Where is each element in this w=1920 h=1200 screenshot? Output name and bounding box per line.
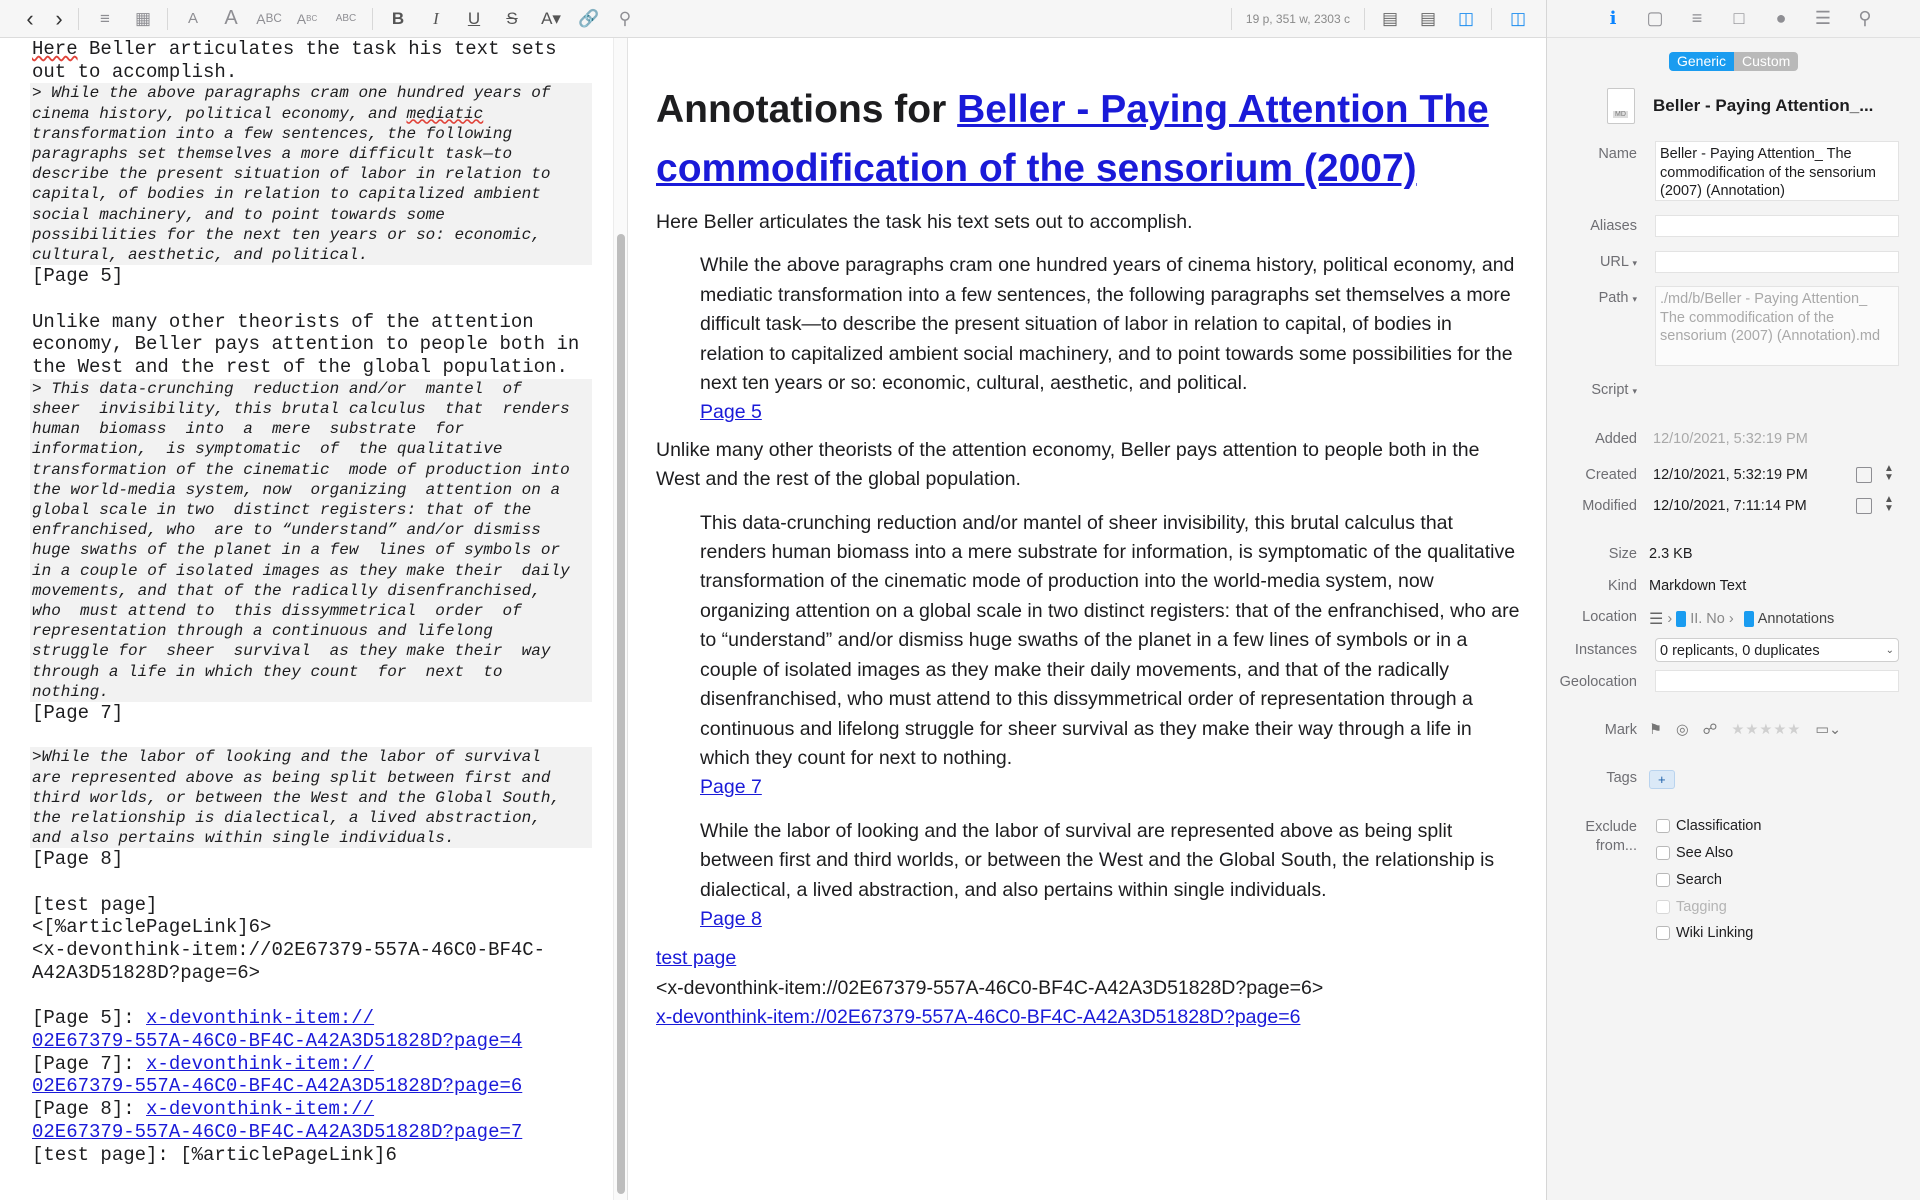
view-split-icon[interactable]: ◫: [1457, 8, 1475, 28]
small-caps-icon[interactable]: A BC: [256, 10, 282, 27]
reference-label: [Page 7]:: [32, 1052, 147, 1075]
script-label[interactable]: [1547, 382, 1647, 398]
annotation-icon[interactable]: ▢: [1646, 8, 1664, 28]
quote-text: transformation into a few sentences, the following paragraphs set themselves a more difficult task—to describe the present situation of labor in relation to capital, of bodies in relation to capitalized ambient social machinery, and to point towards some possibilities for the next ten years or so: economic, cultural, aesthetic, and political.: [32, 124, 551, 265]
reference-label: [Page 8]:: [32, 1098, 147, 1121]
editor-line: <[%articlePageLink]6>: [32, 916, 272, 939]
reference-definition: [test page]: [%articlePageLink]6: [32, 1143, 397, 1166]
spelling-error: Here: [32, 38, 78, 60]
name-label: Name: [1598, 146, 1637, 162]
location-group[interactable]: Annotations: [1757, 611, 1835, 627]
database-icon[interactable]: ☰: [1649, 611, 1664, 628]
search-icon[interactable]: ⚲: [1858, 8, 1872, 28]
document-icon[interactable]: □: [1733, 8, 1745, 28]
exclude-label: [1547, 818, 1647, 856]
calendar-icon[interactable]: [1856, 467, 1872, 483]
item-url-link[interactable]: x-devonthink-item://02E67379-557A-46C0-BF4C-A42A3D51828D?page=6: [656, 1006, 1301, 1029]
checkbox-label: Classification: [1676, 818, 1762, 834]
preview-blockquote: [700, 509, 1520, 803]
chevron-right-icon: ›: [1728, 611, 1734, 627]
path-field[interactable]: ./md/b/Beller - Paying Attention_ The commodification of the sensorium (2007) (Annotation).md: [1655, 286, 1899, 366]
date-stepper[interactable]: ▲ ▼: [1884, 494, 1894, 514]
url-field[interactable]: [1655, 251, 1899, 273]
added-row: [1547, 431, 1920, 447]
quote-text: While the labor of looking and the labor of survival are represented above as being split between first and third worlds, or between the West and the Global South, the relationship is dialectical, a lived abstraction, and also pertains within single individuals.: [700, 819, 1495, 901]
page-link[interactable]: Page 5: [700, 401, 762, 424]
custom-tab[interactable]: Custom: [1734, 52, 1798, 71]
checkbox-label: Search: [1676, 872, 1722, 888]
added-value: 12/10/2021, 5:32:19 PM: [1653, 431, 1808, 447]
reference-link[interactable]: x-devonthink-item://: [146, 1007, 375, 1030]
exclude-classification-checkbox[interactable]: [1656, 818, 1761, 834]
unlink-icon[interactable]: ⚲: [618, 8, 632, 28]
instances-value: 0 replicants, 0 duplicates: [1660, 643, 1820, 659]
editor-scrollbar[interactable]: [613, 38, 627, 1200]
reference-definition: [32, 1098, 593, 1121]
preview-paragraph: Unlike many other theorists of the attention economy, Beller pays attention to people both in the West and the rest of the global population.: [656, 438, 1480, 491]
editor-blockquote: [30, 83, 592, 265]
reference-label: [Page 5]:: [32, 1007, 147, 1030]
url-label-text: URL: [1599, 254, 1629, 270]
page-link[interactable]: Page 7: [700, 776, 762, 799]
underline-button[interactable]: U: [467, 8, 481, 28]
chevron-down-icon: ▾: [1632, 294, 1637, 304]
tags-row: [1547, 770, 1920, 789]
toolbar-divider: [372, 8, 373, 30]
page-link[interactable]: Page 8: [700, 907, 762, 930]
superscript-icon[interactable]: A BC: [296, 10, 318, 27]
editor-line: out to accomplish.: [32, 60, 238, 83]
preview-paragraph: [656, 944, 1526, 1032]
editor-blockquote: >While the labor of looking and the labor of survival are represented above as being split between first and third worlds, or between the West and the Global South, the relationship is dialectical, a lived abstraction, and also pertains within single individuals.: [30, 747, 592, 848]
concordance-icon[interactable]: ●: [1775, 8, 1787, 28]
size-row: [1547, 546, 1920, 562]
modified-value[interactable]: 12/10/2021, 7:11:14 PM: [1653, 498, 1807, 514]
location-row: [1547, 609, 1920, 629]
editor-line: [test page]: [32, 893, 158, 916]
markdown-preview: [646, 38, 1546, 1200]
toc-icon[interactable]: ≡: [1691, 8, 1703, 28]
quote-text: This data-crunching reduction and/or mantel of sheer invisibility, this brutal calculus that renders human biomass into a mere substrate for information, is symptomatic of the qualitative transformation of the cinematic mode of production into the world-media system, now organizing attention on a global scale in two distinct registers: that of the enfranchised, who are to “understand” and/or dismiss huge swaths of the planet in a few lines of symbols or in a couple of isolated images as they make their daily movements, and that of the radically disenfranchised, who must attend to this dissymmetrical order of representation through a continuous and lifelong struggle for sheer survival as they make their way through a life in which they count for next to nothing.: [700, 511, 1520, 769]
checkbox-label: Wiki Linking: [1676, 925, 1754, 941]
table-icon[interactable]: ▦: [134, 8, 152, 28]
created-value[interactable]: 12/10/2021, 5:32:19 PM: [1653, 467, 1808, 483]
size-label: Size: [1608, 546, 1637, 562]
spelling-error: mediatic: [406, 104, 484, 123]
exclude-label-text-2: from...: [1595, 838, 1637, 854]
generic-tab[interactable]: Generic: [1669, 52, 1734, 71]
font-smaller-icon[interactable]: A: [187, 10, 198, 27]
link-icon[interactable]: 🔗: [578, 8, 600, 28]
toolbar-divider: [167, 8, 168, 30]
uppercase-icon[interactable]: ABC: [335, 13, 357, 24]
chevron-right-icon: ›: [1667, 611, 1673, 627]
chevron-down-icon: ⌄: [1885, 645, 1894, 656]
script-label-text: Script: [1591, 382, 1629, 398]
rating-stars[interactable]: ★★★★★: [1731, 722, 1802, 738]
calendar-icon[interactable]: [1856, 498, 1872, 514]
reference-link[interactable]: 02E67379-557A-46C0-BF4C-A42A3D51828D?page=6: [32, 1075, 523, 1098]
editor-line: <x-devonthink-item://02E67379-557A-46C0-BF4C-: [32, 939, 546, 962]
exclude-see-also-checkbox[interactable]: [1656, 845, 1733, 861]
editor-blockquote: > This data-crunching reduction and/or mantel of sheer invisibility, this brutal calculus that renders human biomass into a mere substrate for information, is symptomatic of the qualitative transformation of the cinematic mode of production into the world-media system, now organizing attention on a global scale in two distinct registers: that of the enfranchised, who are to “understand” and/or dismiss huge swaths of the planet in a few lines of symbols or in a couple of isolated images as they make their daily movements, and that of the radically disenfranchised, who must attend to this dissymmetrical order of representation through a continuous and lifelong struggle for sheer survival as they make their way through a life in which they count for next to nothing.: [30, 379, 592, 702]
exclude-tagging-checkbox: [1656, 899, 1727, 915]
forward-button[interactable]: ›: [55, 5, 63, 31]
kind-value: Markdown Text: [1649, 578, 1747, 594]
add-tag-button[interactable]: +: [1649, 770, 1675, 789]
info-tab[interactable]: i: [1609, 8, 1617, 29]
page-reference: [Page 5]: [32, 265, 124, 288]
kind-row: [1547, 578, 1920, 594]
preview-paragraph: Here Beller articulates the task his text sets out to accomplish.: [656, 211, 1193, 233]
added-label: Added: [1595, 431, 1637, 447]
view-preview-icon[interactable]: ▤: [1419, 8, 1437, 28]
reference-link[interactable]: x-devonthink-item://: [146, 1098, 375, 1121]
label-color-select[interactable]: ▭⌄: [1815, 722, 1842, 738]
title-link[interactable]: Beller - Paying Attention The commodification of the sensorium (2007): [656, 88, 1489, 190]
reference-definition: [32, 1121, 593, 1144]
exclude-wiki-linking-checkbox[interactable]: [1656, 925, 1753, 941]
url-label[interactable]: [1547, 254, 1647, 270]
preview-blockquote: [700, 817, 1520, 935]
path-label[interactable]: [1547, 290, 1647, 306]
toolbar: [0, 0, 1546, 38]
document-stats: 19 p, 351 w, 2303 c: [1245, 11, 1350, 26]
preview-blockquote: [700, 251, 1520, 427]
italic-button[interactable]: I: [433, 8, 439, 28]
quote-text: While the above paragraphs cram one hundred years of cinema history, political economy, and mediatic transformation into a few sentences, the following paragraphs set themselves a more difficult task—to describe the present situation of labor in relation to capital, of bodies in relation to capitalized ambient social machinery, and to point towards some possibilities for the next ten years or so: economic, cultural, aesthetic, and political.: [700, 254, 1515, 395]
markdown-editor[interactable]: [0, 38, 628, 1200]
geolocation-label: Geolocation: [1559, 674, 1637, 690]
unread-icon[interactable]: ◎: [1676, 722, 1689, 738]
toolbar-divider: [1491, 8, 1492, 30]
aliases-label: Aliases: [1590, 218, 1637, 234]
test-page-link[interactable]: test page: [656, 947, 737, 970]
quote-text: > While the above paragraphs cram one hundred years of cinema history, political economy, and: [32, 84, 551, 123]
page-title: [656, 80, 1536, 198]
inspector-panel: [1546, 0, 1920, 1200]
lock-icon[interactable]: ☍: [1702, 722, 1718, 738]
aliases-field[interactable]: [1655, 215, 1899, 237]
instances-select[interactable]: [1655, 638, 1899, 662]
list-icon[interactable]: ≡: [100, 8, 110, 28]
page-reference: [Page 7]: [32, 701, 124, 724]
reference-definition: [32, 1053, 593, 1076]
exclude-search-checkbox[interactable]: [1656, 872, 1722, 888]
date-stepper[interactable]: ▲ ▼: [1884, 463, 1894, 483]
instances-label: Instances: [1574, 642, 1637, 658]
tags-label: Tags: [1606, 770, 1637, 786]
back-button[interactable]: ‹: [26, 5, 34, 31]
exclude-label-text: Exclude: [1585, 819, 1637, 835]
title-prefix: Annotations for: [656, 88, 958, 131]
kind-label: Kind: [1607, 578, 1637, 594]
page-reference: [Page 8]: [32, 848, 124, 871]
item-url-text: <x-devonthink-item://02E67379-557A-46C0-BF4C-A42A3D51828D?page=6>: [656, 976, 1324, 999]
toolbar-divider: [1364, 8, 1365, 30]
reference-link[interactable]: 02E67379-557A-46C0-BF4C-A42A3D51828D?page=7: [32, 1120, 523, 1143]
inspector-tabs: [1547, 0, 1920, 38]
font-larger-icon[interactable]: A: [224, 7, 238, 29]
mark-row: [1547, 722, 1920, 738]
path-label-text: Path: [1598, 290, 1629, 306]
properties-icon[interactable]: ☰: [1814, 8, 1832, 28]
folder-icon: [1744, 611, 1754, 627]
markdown-file-icon: [1607, 88, 1635, 124]
location-path: [1649, 609, 1834, 629]
created-label: Created: [1585, 467, 1637, 483]
geolocation-field[interactable]: [1655, 670, 1899, 692]
editor-text: Beller articulates the task his text sets: [77, 38, 557, 60]
strikethrough-button[interactable]: S: [506, 8, 518, 28]
size-value: 2.3 KB: [1649, 546, 1693, 562]
document-title: Beller - Paying Attention_...: [1653, 96, 1874, 115]
location-database[interactable]: II. No: [1690, 611, 1725, 627]
mark-controls: [1649, 722, 1841, 738]
reference-link[interactable]: 02E67379-557A-46C0-BF4C-A42A3D51828D?page=4: [32, 1029, 523, 1052]
toolbar-divider: [1231, 8, 1232, 30]
editor-line: A42A3D51828D?page=6>: [32, 961, 261, 984]
script-row: [1547, 382, 1920, 398]
checkbox-label: Tagging: [1676, 899, 1727, 915]
editor-paragraph: Unlike many other theorists of the attention economy, Beller pays attention to people both in the West and the rest of the global population.: [32, 310, 580, 379]
mark-label: Mark: [1604, 722, 1637, 738]
view-source-icon[interactable]: ▤: [1381, 8, 1399, 28]
reference-definition: [32, 1030, 593, 1053]
chevron-down-icon: ▾: [1632, 386, 1637, 396]
document-header: [1607, 88, 1873, 124]
columns-icon[interactable]: ◫: [1509, 8, 1527, 28]
chevron-down-icon: ▾: [1632, 258, 1637, 268]
reference-link[interactable]: x-devonthink-item://: [146, 1052, 375, 1075]
name-field[interactable]: Beller - Paying Attention_ The commodification of the sensorium (2007) (Annotation): [1655, 141, 1899, 201]
checkbox-label: See Also: [1676, 845, 1734, 861]
toolbar-divider: [78, 8, 79, 30]
text-color-icon[interactable]: A▾: [541, 8, 561, 28]
scrollbar-thumb[interactable]: [617, 234, 625, 1194]
reference-definition: [32, 1007, 593, 1030]
editor-line: [32, 38, 593, 61]
metadata-segmented-control: [1669, 52, 1798, 71]
reference-definition: [32, 1075, 593, 1098]
bold-button[interactable]: B: [391, 8, 405, 28]
flag-icon[interactable]: ⚑: [1649, 722, 1662, 738]
folder-icon: [1676, 611, 1686, 627]
location-label: Location: [1582, 609, 1637, 625]
modified-label: Modified: [1582, 498, 1637, 514]
